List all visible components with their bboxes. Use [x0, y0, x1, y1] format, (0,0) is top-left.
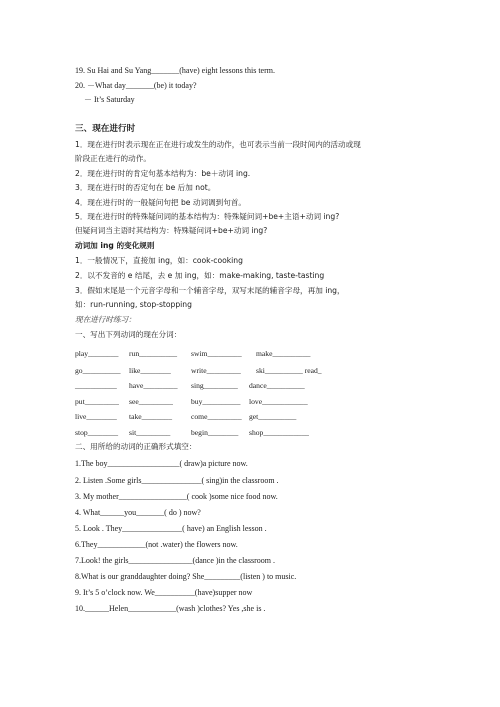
fill-sentence: 8.What is our granddaughter doing? She_________(listen ) to music.: [75, 572, 297, 581]
part1-title: 一、写出下列动词的现在分词：: [75, 330, 182, 339]
verb-blank: live________: [75, 412, 117, 421]
verb-blank: ski__________ read_: [256, 366, 322, 375]
fill-sentence: 6.They____________(not .water) the flowers now.: [75, 540, 238, 549]
verb-blank: stop________: [75, 428, 119, 437]
practice-handwritten-title: 现在进行时练习：: [75, 315, 136, 324]
verb-blank: put_________: [75, 397, 119, 406]
verb-grid-row: [75, 412, 335, 424]
ing-rule: 3．假如末尾是一个元音字母和一个辅音字母，双写末尾的辅音字母，再加 ing，: [75, 286, 345, 295]
ing-rule: 1．一般情况下，直接加 ing，如：cook-cooking: [75, 256, 243, 265]
verb-blank: make__________: [256, 349, 311, 358]
rule-line: 2．现在进行时的肯定句基本结构为：be＋动词 ing.: [75, 169, 251, 178]
fill-sentence: 5. Look . They_______________( have) an English lesson .: [75, 524, 267, 533]
verb-blank: swim_________: [191, 349, 242, 358]
fill-sentence: 9. It’s 5 o’clock now. We__________(have)supper now: [75, 588, 253, 597]
verb-blank: buy__________: [191, 397, 241, 406]
verb-grid-row: [75, 381, 335, 393]
verb-blank: get__________: [249, 412, 297, 421]
rule-line: 但疑问词当主语时其结构为：特殊疑问词+be+动词 ing?: [75, 226, 268, 235]
verb-blank: ___________: [75, 381, 117, 390]
verb-blank: sing_________: [191, 381, 238, 390]
verb-blank: have_________: [129, 381, 178, 390]
part2-title: 二、用所给的动词的正确形式填空：: [75, 442, 197, 451]
verb-blank: come_________: [191, 412, 242, 421]
fill-sentence: 3. My mother_________________( cook )some nice food now.: [75, 492, 278, 501]
rule-line: 阶段正在进行的动作。: [75, 154, 151, 163]
rule-line: 5．现在进行时的特殊疑问词的基本结构为：特殊疑问词+be+主语+动词 ing?: [75, 212, 340, 221]
verb-blank: begin________: [191, 428, 239, 437]
verb-blank: play________: [75, 349, 119, 358]
exercise-19: 19. Su Hai and Su Yang_______(have) eight lessons this term.: [75, 66, 275, 75]
verb-grid-row: [75, 349, 335, 361]
verb-blank: dance__________: [249, 381, 305, 390]
ing-rule: 如：run-running, stop-stopping: [75, 300, 192, 309]
fill-sentence: 2. Listen .Some girls_______________( sing)in the classroom .: [75, 476, 279, 485]
rule-line: 3．现在进行时的否定句在 be 后加 not。: [75, 183, 216, 192]
verb-blank: shop____________: [249, 428, 309, 437]
verb-grid-row: [75, 366, 335, 378]
verb-grid-row: [75, 397, 335, 409]
verb-blank: see_________: [129, 397, 173, 406]
rule-line: 1．现在进行时表示现在正在进行或发生的动作，也可表示当前一段时间内的活动或现: [75, 140, 361, 149]
verb-blank: sit_________: [129, 428, 171, 437]
verb-blank: write_________: [191, 366, 241, 375]
exercise-20-answer: － It’s Saturday: [84, 95, 135, 104]
fill-sentence: 4. What______you_______( do ) now?: [75, 508, 201, 517]
verb-blank: run__________: [129, 349, 178, 358]
ing-rule: 2．以不发音的 e 结尾，去 e 加 ing，如：make-making, taste-tasting: [75, 271, 325, 280]
verb-blank: go__________: [75, 366, 121, 375]
fill-sentence: 1.The boy__________________( draw)a picture now.: [75, 459, 248, 468]
ing-rules-title: 动词加 ing 的变化规则: [75, 241, 155, 250]
fill-sentence: 7.Look! the girls________________(dance )in the classroom .: [75, 556, 275, 565]
verb-grid-row: [75, 428, 335, 440]
rule-line: 4．现在进行时的一般疑问句把 be 动词调到句首。: [75, 198, 247, 207]
fill-sentence: 10.______Helen____________(wash )clothes? Yes ,she is .: [75, 604, 266, 613]
verb-blank: like________: [129, 366, 171, 375]
verb-blank: love____________: [249, 397, 308, 406]
section-title: 三、现在进行时: [75, 124, 136, 134]
exercise-20: 20. －What day_______(be) it today?: [75, 81, 197, 90]
verb-blank: take________: [129, 412, 173, 421]
